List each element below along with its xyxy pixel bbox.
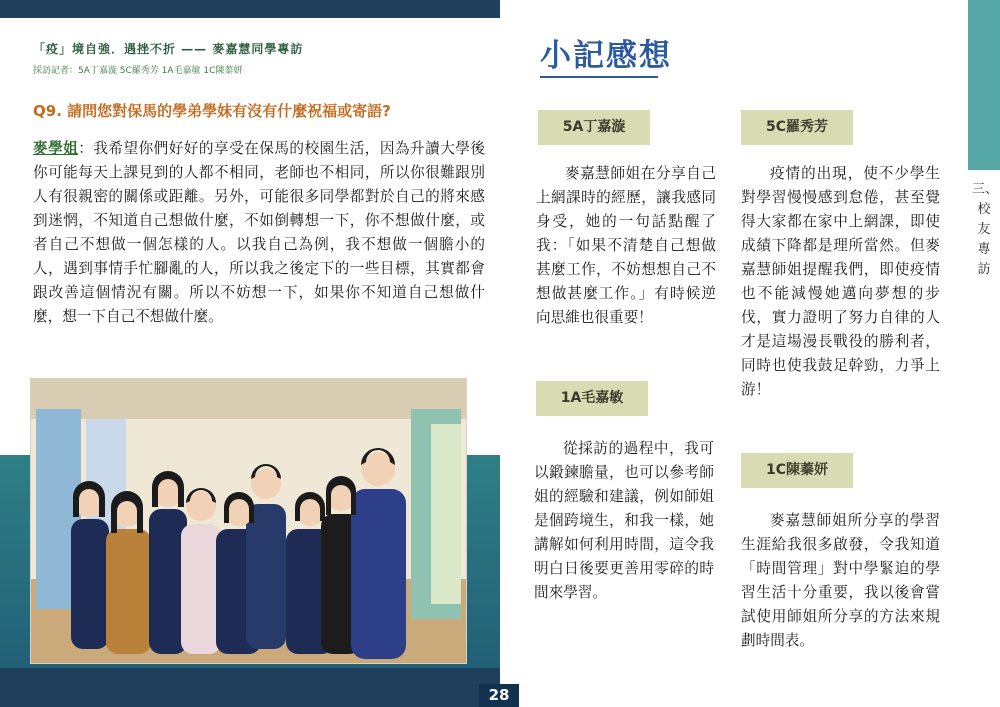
- group-photo: [30, 378, 467, 664]
- speaker-name: 麥學姐: [33, 140, 79, 157]
- group-photo-illustration: [31, 379, 466, 663]
- section-tab-strip: [968, 0, 1000, 170]
- interview-question: Q9. 請問您對保馬的學弟學妹有沒有什麼祝福或寄語?: [33, 102, 391, 120]
- reporter-name-tag: 5C羅秀芳: [741, 110, 853, 145]
- top-band: [0, 0, 500, 18]
- interview-answer: [33, 137, 485, 329]
- reporter-name-tag: 5A丁嘉漩: [538, 110, 650, 145]
- reporter-name-tag: 1C陳蓁妍: [741, 453, 853, 488]
- reporter-reflection: 疫情的出現，使不少學生對學習慢慢感到怠倦，甚至覺得大家都在家中上網課，即使成績下降都是理所當然。但麥嘉慧師姐提醒我們，即使疫情也不能減慢她邁向夢想的步伐，實力證明了努力自律的人才是這場漫長戰役的勝利者，同時也使我鼓足幹勁，力爭上游！: [741, 165, 940, 398]
- reflections-title: 小記感想: [540, 38, 672, 74]
- section-label: 三、校友專訪: [972, 182, 999, 277]
- title-underline: [540, 76, 658, 78]
- article-header-title: 「疫」境自強．遇挫不折 —— 麥嘉慧同學專訪: [33, 42, 304, 56]
- reporter-name-tag: 1A毛嘉敏: [536, 381, 648, 416]
- page-number: 28: [479, 684, 519, 707]
- reporter-reflection: 從採訪的過程中，我可以鍛鍊膽量，也可以參考師姐的經驗和建議，例如師姐是個跨境生，和我一樣，她講解如何利用時間，這令我明白日後要更善用零碎的時間來學習。: [534, 440, 714, 601]
- bottom-bar: [0, 668, 500, 707]
- reporter-reflection: 麥嘉慧師姐所分享的學習生涯給我很多啟發，令我知道「時間管理」對中學緊迫的學習生活十分重要，我以後會嘗試使用師姐所分享的方法來規劃時間表。: [741, 512, 940, 649]
- answer-text: ：我希望你們好好的享受在保馬的校園生活，因為升讀大學後你可能每天上課見到的人都不相同，老師也不相同，所以你很難跟別人有很親密的關係或距離。另外，可能很多同學都對於自己的將來感到迷惘，不知道自己想做什麼，不如倒轉想一下，你不想做什麼，或者自己不想做一個怎樣的人。以我自己為例，我不想做一個膽小的人，遇到事情手忙腳亂的人，所以我之後定下的一些目標，其實都會跟改善這個情況有關。所以不妨想一下，如果你不知道自己想做什麼，想一下自己不想做什麼。: [33, 140, 485, 325]
- reporter-reflection: 麥嘉慧師姐在分享自己上網課時的經歷，讓我感同身受，她的一句話點醒了我：「如果不清楚自己想做甚麼工作，不妨想想自己不想做甚麼工作。」有時候逆向思維也很重要！: [536, 165, 716, 326]
- article-header-reporters: 採訪記者：5A丁嘉漩 5C羅秀芳 1A毛嘉敏 1C陳蓁妍: [33, 66, 243, 76]
